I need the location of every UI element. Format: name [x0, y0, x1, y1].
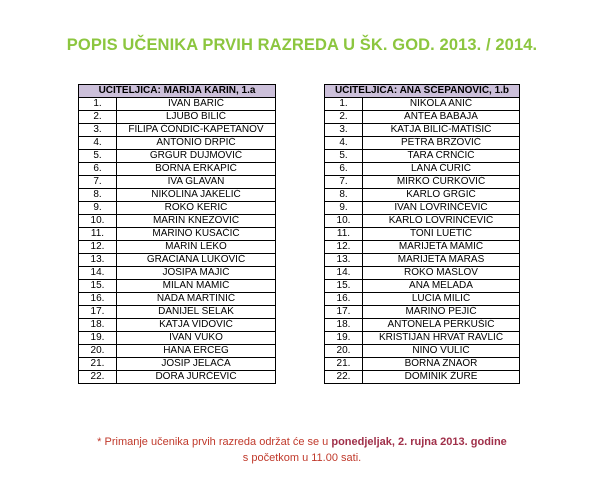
student-name: ANTEA BABAJA	[363, 111, 520, 124]
table-row	[325, 306, 520, 319]
student-name: NIKOLA ANIĆ	[363, 98, 520, 111]
row-number: 21.	[325, 358, 363, 371]
row-number: 1.	[79, 98, 117, 111]
table-row	[79, 293, 276, 306]
row-number: 16.	[79, 293, 117, 306]
student-name: ROKO MASLOV	[363, 267, 520, 280]
footnote	[0, 434, 604, 466]
table-row	[325, 332, 520, 345]
table-row	[79, 241, 276, 254]
table-row	[325, 111, 520, 124]
student-name: IVAN VUKO	[117, 332, 276, 345]
student-name: MIRKO ĆURKOVIĆ	[363, 176, 520, 189]
row-number: 3.	[325, 124, 363, 137]
table-row	[79, 163, 276, 176]
row-number: 9.	[325, 202, 363, 215]
class-a-teacher-header: UČITELJICA: MARIJA KARIN, 1.a	[79, 85, 276, 98]
table-row	[325, 280, 520, 293]
row-number: 7.	[79, 176, 117, 189]
row-number: 22.	[79, 371, 117, 384]
row-number: 15.	[325, 280, 363, 293]
row-number: 16.	[325, 293, 363, 306]
student-name: MARINO PEJIĆ	[363, 306, 520, 319]
row-number: 14.	[325, 267, 363, 280]
class-b-rows	[325, 98, 520, 384]
class-b-teacher-header: UČITELJICA: ANA ŠĆEPANOVIĆ, 1.b	[325, 85, 520, 98]
footnote-date: ponedjeljak, 2. rujna 2013. godine	[331, 436, 507, 448]
student-name: ANA MELADA	[363, 280, 520, 293]
student-name: MARIJETA MARAS	[363, 254, 520, 267]
table-row	[79, 319, 276, 332]
class-a-rows	[79, 98, 276, 384]
student-name: ANTONIO DRPIĆ	[117, 137, 276, 150]
row-number: 2.	[325, 111, 363, 124]
student-name: FILIPA ČONDIĆ-KAPETANOV	[117, 124, 276, 137]
row-number: 5.	[79, 150, 117, 163]
table-row	[325, 137, 520, 150]
student-name: IVAN BARIĆ	[117, 98, 276, 111]
student-name: LJUBO BILIĆ	[117, 111, 276, 124]
page-title: POPIS UČENIKA PRVIH RAZREDA U ŠK. GOD. 2013. / 2014.	[66, 36, 538, 54]
table-row	[325, 215, 520, 228]
table-row	[325, 189, 520, 202]
table-row	[79, 358, 276, 371]
student-name: DOMINIK ŽURE	[363, 371, 520, 384]
table-row	[79, 254, 276, 267]
row-number: 5.	[325, 150, 363, 163]
table-row	[325, 254, 520, 267]
table-row	[325, 319, 520, 332]
table-row	[79, 176, 276, 189]
student-name: BORNA ZNAOR	[363, 358, 520, 371]
row-number: 2.	[79, 111, 117, 124]
table-row	[325, 98, 520, 111]
class-b-table	[324, 84, 520, 384]
student-name: GRACIANA LUKOVIĆ	[117, 254, 276, 267]
student-name: MARIN KNEZOVIĆ	[117, 215, 276, 228]
table-row	[325, 371, 520, 384]
student-name: MILAN MAMIĆ	[117, 280, 276, 293]
table-row	[325, 124, 520, 137]
table-row	[79, 98, 276, 111]
table-row	[79, 137, 276, 150]
row-number: 10.	[79, 215, 117, 228]
student-name: KARLO GRGIĆ	[363, 189, 520, 202]
row-number: 11.	[79, 228, 117, 241]
table-row	[79, 345, 276, 358]
student-name: IVA GLAVAN	[117, 176, 276, 189]
student-name: DORA JURČEVIĆ	[117, 371, 276, 384]
student-name: TONI LUETIĆ	[363, 228, 520, 241]
row-number: 20.	[325, 345, 363, 358]
row-number: 12.	[325, 241, 363, 254]
student-name: JOSIPA MAJIĆ	[117, 267, 276, 280]
student-name: KARLO LOVRINČEVIĆ	[363, 215, 520, 228]
student-name: PETRA BRZOVIĆ	[363, 137, 520, 150]
table-row	[79, 124, 276, 137]
student-name: DANIJEL SELAK	[117, 306, 276, 319]
row-number: 4.	[325, 137, 363, 150]
row-number: 19.	[325, 332, 363, 345]
student-name: MARIN LEKO	[117, 241, 276, 254]
student-name: LANA ĆURIĆ	[363, 163, 520, 176]
table-row	[325, 345, 520, 358]
row-number: 1.	[325, 98, 363, 111]
row-number: 8.	[79, 189, 117, 202]
class-a-table	[78, 84, 276, 384]
student-name: JOSIP JELAČA	[117, 358, 276, 371]
student-name: MARINO KUSAČIĆ	[117, 228, 276, 241]
row-number: 3.	[79, 124, 117, 137]
row-number: 17.	[325, 306, 363, 319]
row-number: 19.	[79, 332, 117, 345]
table-row	[79, 150, 276, 163]
table-row	[79, 371, 276, 384]
student-name: GRGUR DUJMOVIĆ	[117, 150, 276, 163]
footnote-text-start: Primanje učenika prvih razreda održat će se u	[104, 436, 329, 448]
student-name: KATJA BILIĆ-MATIŠIĆ	[363, 124, 520, 137]
table-row	[79, 228, 276, 241]
student-name: NINO VULIĆ	[363, 345, 520, 358]
row-number: 21.	[79, 358, 117, 371]
row-number: 13.	[325, 254, 363, 267]
row-number: 8.	[325, 189, 363, 202]
row-number: 13.	[79, 254, 117, 267]
row-number: 4.	[79, 137, 117, 150]
row-number: 18.	[79, 319, 117, 332]
table-row	[325, 267, 520, 280]
table-row	[79, 111, 276, 124]
student-name: KATJA VIDOVIĆ	[117, 319, 276, 332]
student-name: ANTONELA PERKUŠIĆ	[363, 319, 520, 332]
student-name: TARA CRNČIĆ	[363, 150, 520, 163]
student-name: HANA ERCEG	[117, 345, 276, 358]
row-number: 17.	[79, 306, 117, 319]
footnote-asterisk: *	[97, 436, 102, 448]
table-row	[325, 241, 520, 254]
table-row	[79, 215, 276, 228]
row-number: 18.	[325, 319, 363, 332]
row-number: 6.	[325, 163, 363, 176]
student-name: IVAN LOVRINČEVIĆ	[363, 202, 520, 215]
table-row	[325, 163, 520, 176]
row-number: 12.	[79, 241, 117, 254]
table-row	[325, 358, 520, 371]
row-number: 10.	[325, 215, 363, 228]
table-row	[325, 202, 520, 215]
table-row	[325, 150, 520, 163]
footnote-text-end: s početkom u 11.00 sati.	[242, 452, 362, 464]
row-number: 20.	[79, 345, 117, 358]
row-number: 7.	[325, 176, 363, 189]
table-row	[79, 189, 276, 202]
table-row	[79, 202, 276, 215]
student-name: ROKO KERIĆ	[117, 202, 276, 215]
table-row	[325, 176, 520, 189]
row-number: 14.	[79, 267, 117, 280]
student-name: MARIJETA MAMIĆ	[363, 241, 520, 254]
row-number: 9.	[79, 202, 117, 215]
student-name: KRISTIJAN HRVAT RAVLIĆ	[363, 332, 520, 345]
row-number: 22.	[325, 371, 363, 384]
table-row	[325, 228, 520, 241]
row-number: 6.	[79, 163, 117, 176]
table-row	[79, 267, 276, 280]
row-number: 15.	[79, 280, 117, 293]
table-row	[325, 293, 520, 306]
table-row	[79, 280, 276, 293]
student-name: NADA MARTINIĆ	[117, 293, 276, 306]
student-name: NIKOLINA JAKELIĆ	[117, 189, 276, 202]
table-row	[79, 332, 276, 345]
student-name: LUCIA MILIĆ	[363, 293, 520, 306]
row-number: 11.	[325, 228, 363, 241]
table-row	[79, 306, 276, 319]
student-name: BORNA ERKAPIĆ	[117, 163, 276, 176]
